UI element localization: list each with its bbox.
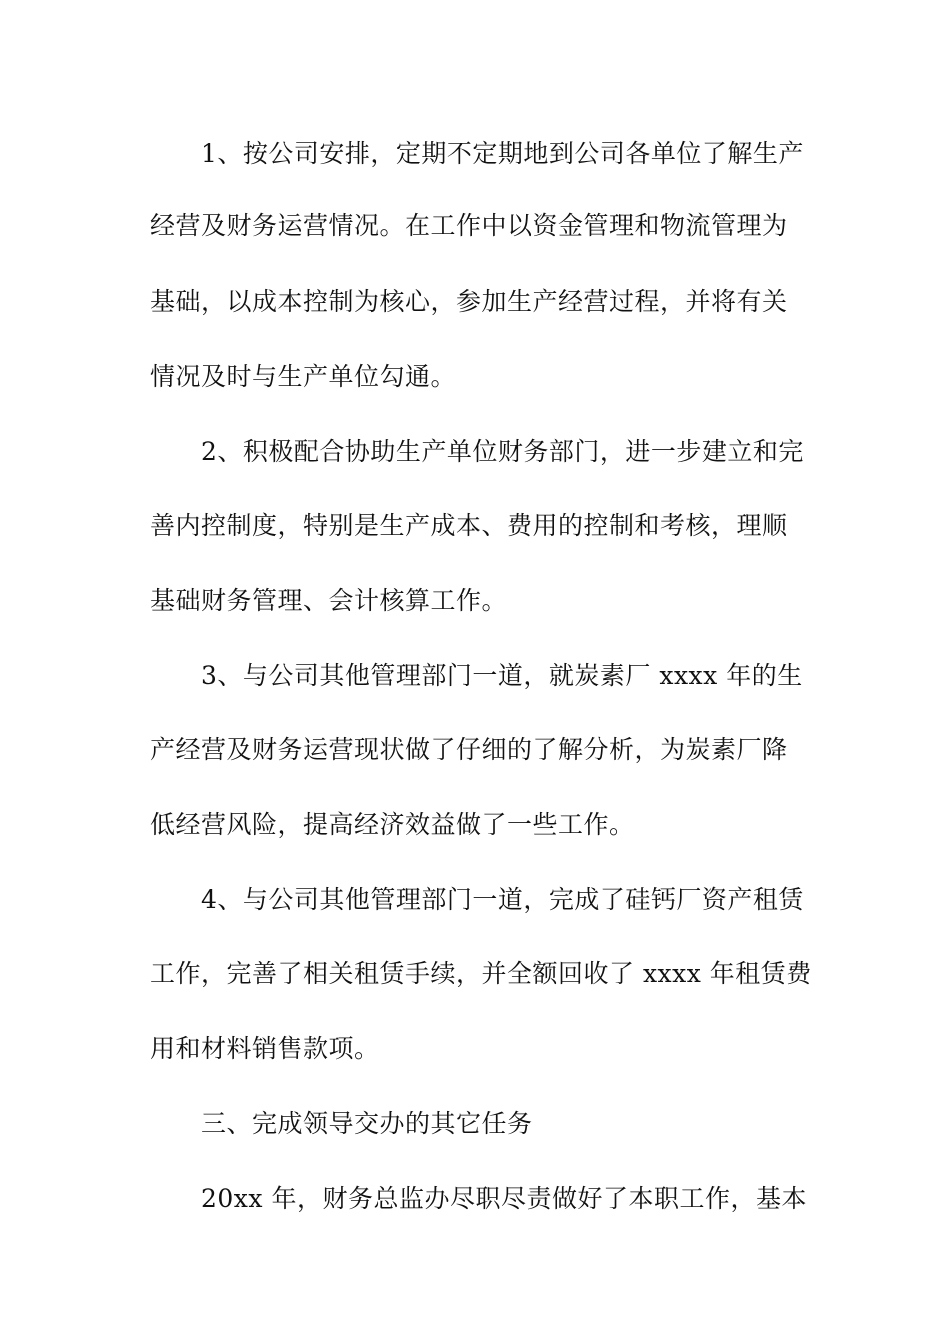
paragraph-2-line-3: 基础财务管理、会计核算工作。	[150, 586, 508, 615]
paragraph-1-line-3: 基础，以成本控制为核心，参加生产经营过程，并将有关	[150, 287, 788, 316]
paragraph-3-line-2: 产经营及财务运营现状做了仔细的了解分析，为炭素厂降	[150, 735, 788, 764]
paragraph-4-line-2: 工作，完善了相关租赁手续，并全额回收了 xxxx 年租赁费	[150, 959, 812, 988]
paragraph-summary-line-1: 20xx 年，财务总监办尽职尽责做好了本职工作，基本	[201, 1184, 807, 1213]
paragraph-3-line-1: 3、与公司其他管理部门一道，就炭素厂 xxxx 年的生	[201, 661, 803, 690]
section-heading-line: 三、完成领导交办的其它任务	[201, 1109, 533, 1138]
paragraph-2-line-1: 2、积极配合协助生产单位财务部门，进一步建立和完	[201, 437, 804, 466]
paragraph-4-line-3: 用和材料销售款项。	[150, 1034, 380, 1063]
paragraph-1-line-4: 情况及时与生产单位勾通。	[150, 362, 457, 391]
paragraph-4-line-1: 4、与公司其他管理部门一道，完成了硅钙厂资产租赁	[201, 885, 804, 914]
paragraph-1-line-2: 经营及财务运营情况。在工作中以资金管理和物流管理为	[150, 211, 788, 240]
paragraph-1-line-1: 1、按公司安排，定期不定期地到公司各单位了解生产	[201, 139, 804, 168]
paragraph-3-line-3: 低经营风险，提高经济效益做了一些工作。	[150, 810, 635, 839]
paragraph-2-line-2: 善内控制度，特别是生产成本、费用的控制和考核，理顺	[150, 511, 788, 540]
